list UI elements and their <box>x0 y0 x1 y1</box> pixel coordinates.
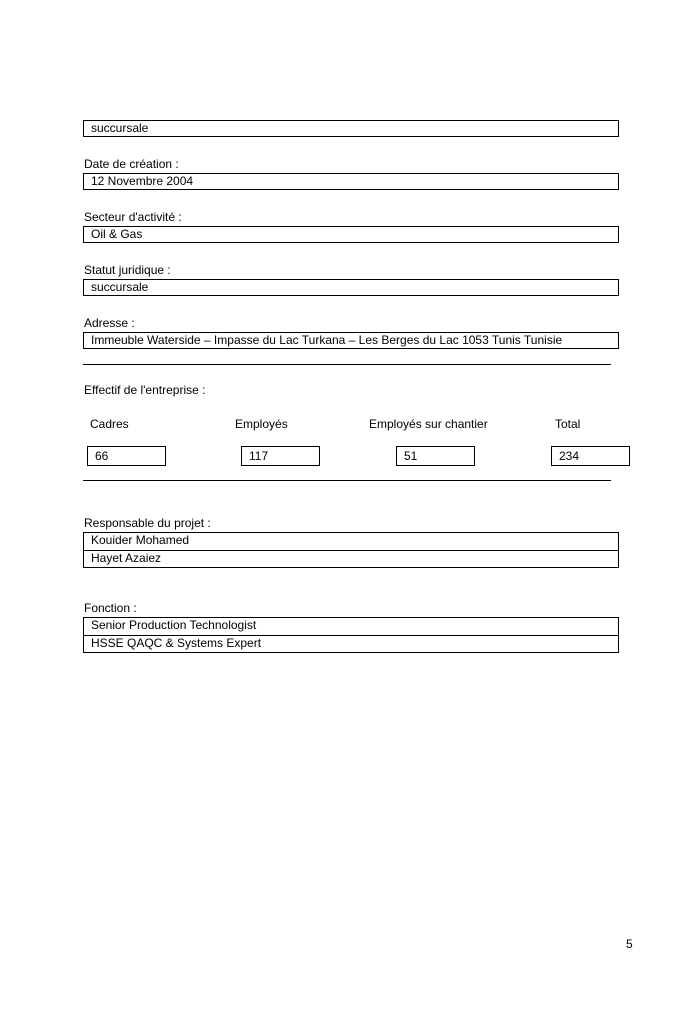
fonction-row: Senior Production Technologist <box>83 617 619 635</box>
adresse-label: Adresse : <box>84 316 135 330</box>
statut-label: Statut juridique : <box>84 263 171 277</box>
date-creation-label: Date de création : <box>84 157 179 171</box>
fonction-row: HSSE QAQC & Systems Expert <box>83 635 619 653</box>
employes-label: Employés <box>235 417 288 431</box>
adresse-field: Immeuble Waterside – Impasse du Lac Turkana – Les Berges du Lac 1053 Tunis Tunisie <box>83 332 619 349</box>
fonction-label: Fonction : <box>84 601 137 615</box>
total-label: Total <box>555 417 581 431</box>
date-creation-field: 12 Novembre 2004 <box>83 173 619 190</box>
effectif-label: Effectif de l'entreprise : <box>84 383 206 397</box>
responsable-row: Hayet Azaiez <box>83 550 619 568</box>
employes-chantier-value: 51 <box>396 446 475 466</box>
cadres-label: Cadres <box>90 417 129 431</box>
secteur-label: Secteur d'activité : <box>84 210 182 224</box>
cadres-value: 66 <box>87 446 166 466</box>
employes-value: 117 <box>241 446 320 466</box>
employes-chantier-label: Employés sur chantier <box>369 417 488 431</box>
secteur-field: Oil & Gas <box>83 226 619 243</box>
succursale-field: succursale <box>83 120 619 137</box>
responsable-row: Kouider Mohamed <box>83 532 619 550</box>
statut-field: succursale <box>83 279 619 296</box>
responsable-label: Responsable du projet : <box>84 516 211 530</box>
total-value: 234 <box>551 446 630 466</box>
page-number: 5 <box>626 937 633 951</box>
divider-top <box>83 364 611 365</box>
divider-bottom <box>83 480 611 481</box>
